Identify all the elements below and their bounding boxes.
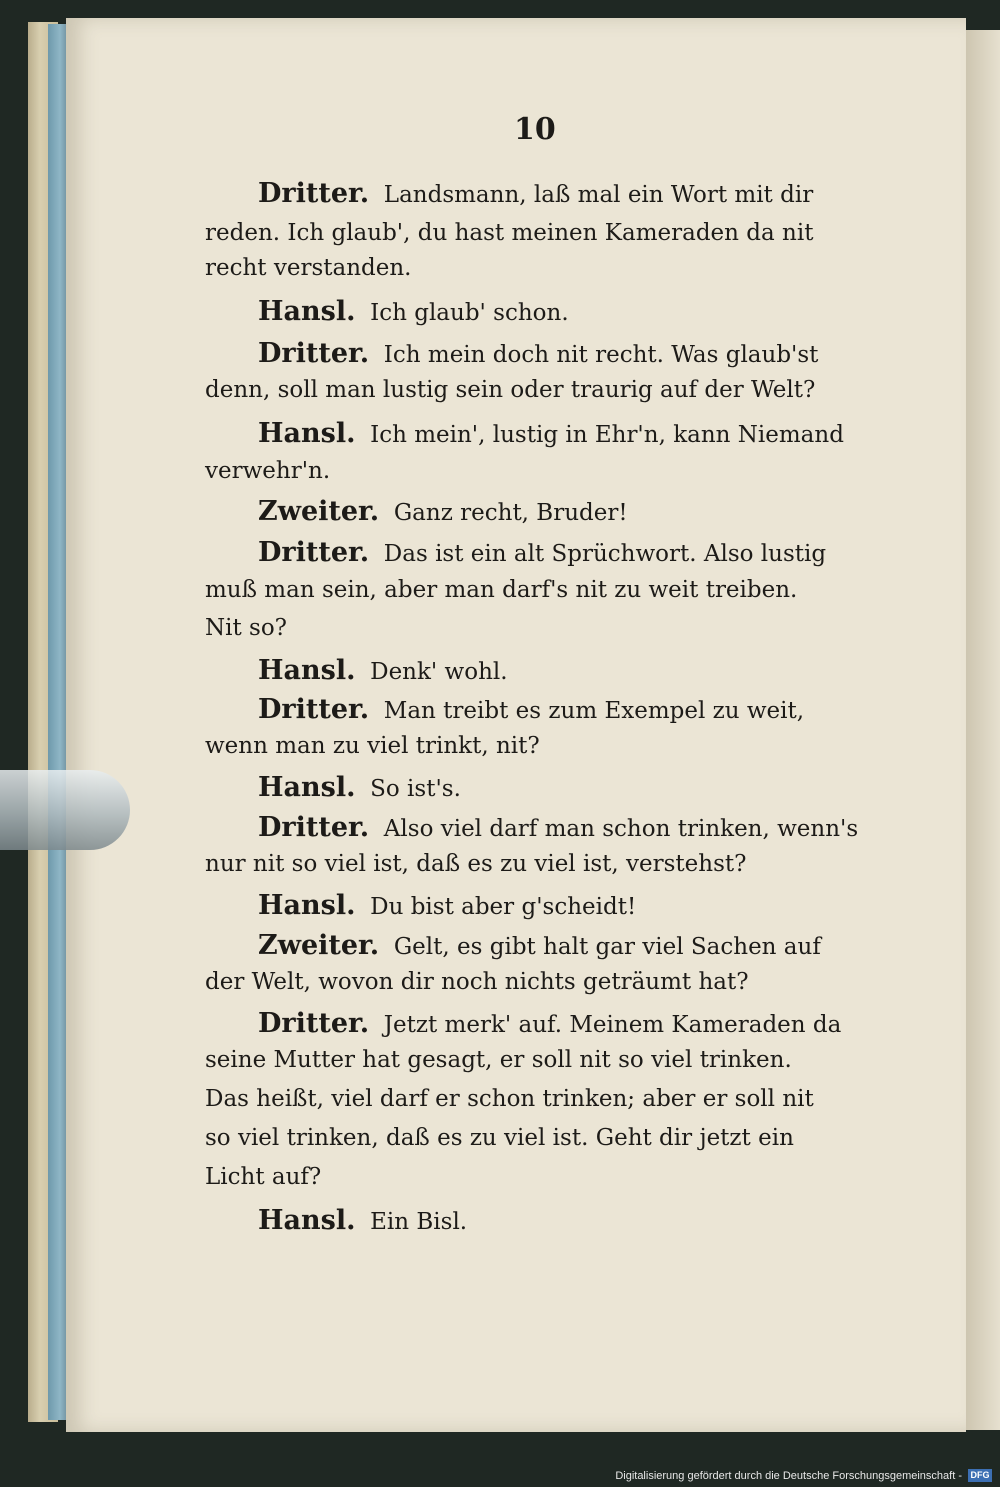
line-text: Licht auf? <box>205 1164 322 1190</box>
line-text: Landsmann, laß mal ein Wort mit dir <box>383 182 814 208</box>
text-line <box>0 178 1000 222</box>
text-line <box>0 255 1000 299</box>
speaker-name: Hansl. <box>258 296 356 327</box>
speaker-name: Hansl. <box>258 890 356 921</box>
line-text: muß man sein, aber man darf's nit zu weit treiben. <box>205 577 798 603</box>
text-line <box>0 1008 1000 1052</box>
text-line <box>0 296 1000 340</box>
speaker-name: Dritter. <box>258 694 370 725</box>
line-text: Das ist ein alt Sprüchwort. Also lustig <box>383 541 827 567</box>
speaker-name: Dritter. <box>258 178 370 209</box>
line-text: Nit so? <box>205 615 288 641</box>
dfg-logo: DFG <box>968 1469 992 1482</box>
line-text: Ich mein doch nit recht. Was glaub'st <box>383 342 819 368</box>
text-line <box>0 1164 1000 1208</box>
text-line <box>0 1086 1000 1130</box>
line-text: recht verstanden. <box>205 255 412 281</box>
speaker-name: Hansl. <box>258 1205 356 1236</box>
text-line <box>0 418 1000 462</box>
line-text: seine Mutter hat gesagt, er soll nit so viel trinken. <box>205 1047 792 1073</box>
line-text: reden. Ich glaub', du hast meinen Kameraden da nit <box>205 220 814 246</box>
page-clip <box>0 770 130 850</box>
text-line <box>0 812 1000 856</box>
line-text: Ganz recht, Bruder! <box>393 500 628 526</box>
line-text: denn, soll man lustig sein oder traurig auf der Welt? <box>205 377 816 403</box>
text-line <box>0 851 1000 895</box>
speaker-name: Dritter. <box>258 1008 370 1039</box>
text-line <box>0 496 1000 540</box>
text-line <box>0 772 1000 816</box>
text-line <box>0 1047 1000 1091</box>
line-text: Ein Bisl. <box>370 1209 468 1235</box>
text-line <box>0 890 1000 934</box>
line-text: Ich mein', lustig in Ehr'n, kann Niemand <box>370 422 844 448</box>
speaker-name: Dritter. <box>258 537 370 568</box>
line-text: nur nit so viel ist, daß es zu viel ist, verstehst? <box>205 851 747 877</box>
text-line <box>0 1125 1000 1169</box>
line-text: Du bist aber g'scheidt! <box>370 894 637 920</box>
line-text: Jetzt merk' auf. Meinem Kameraden da <box>383 1012 842 1038</box>
line-text: wenn man zu viel trinkt, nit? <box>205 733 540 759</box>
line-text: Also viel darf man schon trinken, wenn's <box>383 816 859 842</box>
speaker-name: Hansl. <box>258 655 356 686</box>
text-line <box>0 377 1000 421</box>
speaker-name: Zweiter. <box>258 930 380 961</box>
text-line <box>0 1205 1000 1249</box>
line-text: Das heißt, viel darf er schon trinken; aber er soll nit <box>205 1086 814 1112</box>
text-line <box>0 537 1000 581</box>
page-number: 10 <box>514 112 556 147</box>
speaker-name: Hansl. <box>258 772 356 803</box>
line-text: Man treibt es zum Exempel zu weit, <box>383 698 805 724</box>
line-text: Ich glaub' schon. <box>370 300 569 326</box>
speaker-name: Dritter. <box>258 338 370 369</box>
text-line <box>0 969 1000 1013</box>
speaker-name: Hansl. <box>258 418 356 449</box>
line-text: verwehr'n. <box>205 458 331 484</box>
speaker-name: Dritter. <box>258 812 370 843</box>
text-line <box>0 694 1000 738</box>
line-text: Gelt, es gibt halt gar viel Sachen auf <box>393 934 821 960</box>
text-line <box>0 930 1000 974</box>
text-line <box>0 655 1000 699</box>
line-text: Denk' wohl. <box>370 659 508 685</box>
line-text: der Welt, wovon dir noch nichts geträumt hat? <box>205 969 749 995</box>
footer-credit: Digitalisierung gefördert durch die Deutsche Forschungsgemeinschaft - <box>615 1470 962 1482</box>
line-text: So ist's. <box>370 776 461 802</box>
line-text: so viel trinken, daß es zu viel ist. Geht dir jetzt ein <box>205 1125 794 1151</box>
text-line <box>0 615 1000 659</box>
text-line <box>0 338 1000 382</box>
speaker-name: Zweiter. <box>258 496 380 527</box>
text-line <box>0 733 1000 777</box>
